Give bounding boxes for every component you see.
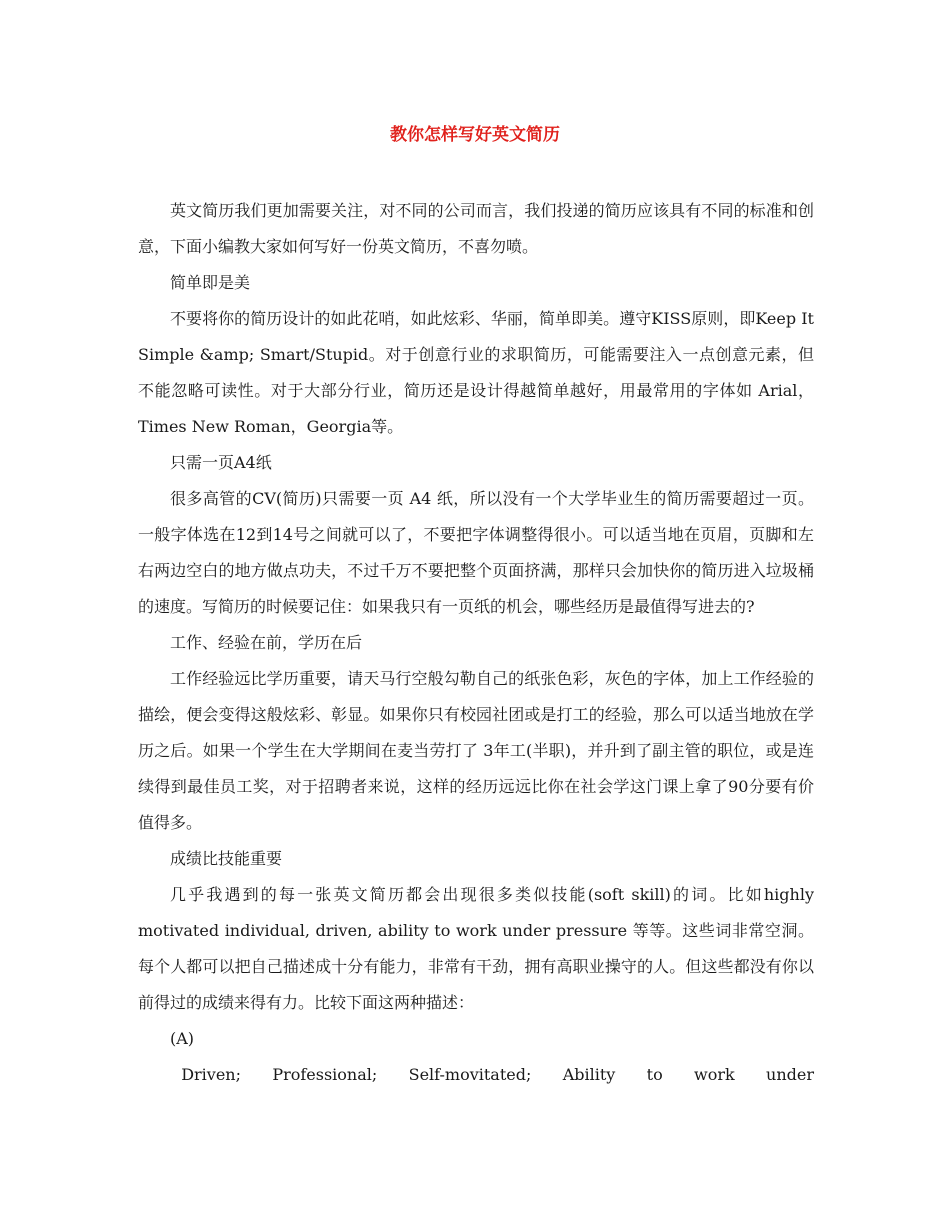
document-body [138,193,814,1093]
document-title: 教你怎样写好英文简历 [390,125,560,145]
paragraph-intro: 英文简历我们更加需要关注，对不同的公司而言，我们投递的简历应该具有不同的标准和创意，下面小编教大家如何写好一份英文简历，不喜勿喷。 [138,201,814,256]
section-heading-one-page: 只需一页A4纸 [170,453,272,472]
example-a-text: Driven; Professional; Self-movitated; Ability to work under [181,1065,814,1084]
paragraph-achievements: 几乎我遇到的每一张英文简历都会出现很多类似技能(soft skill)的词。比如highly motivated individual, driven, ability to work under pressure 等等。这些词非常空洞。每个人都可以把自己描述成十分有能力，非常有干劲，拥有高职业操守的人。但这些都没有你以前得过的成绩来得有力。比较下面这两种描述： [138,885,814,1012]
section-heading-experience-first: 工作、经验在前，学历在后 [170,633,363,652]
paragraph-experience-first: 工作经验远比学历重要，请天马行空般勾勒自己的纸张色彩，灰色的字体，加上工作经验的描绘，便会变得这般炫彩、彰显。如果你只有校园社团或是打工的经验，那么可以适当地放在学历之后。如果一个学生在大学期间在麦当劳打了 3年工(半职)，并升到了副主管的职位，或是连续得到最佳员工奖，对于招聘者来说，这样的经历远远比你在社会学这门课上拿了90分要有价值得多。 [138,669,814,832]
section-heading-simple: 简单即是美 [170,273,251,292]
paragraph-one-page: 很多高管的CV(简历)只需要一页 A4 纸，所以没有一个大学毕业生的简历需要超过一页。一般字体选在12到14号之间就可以了，不要把字体调整得很小。可以适当地在页眉，页脚和左右两边空白的地方做点功夫，不过千万不要把整个页面挤满，那样只会加快你的简历进入垃圾桶的速度。写简历的时候要记住：如果我只有一页纸的机会，哪些经历是最值得写进去的? [138,489,814,616]
example-label-a: (A) [170,1029,195,1048]
section-heading-achievements: 成绩比技能重要 [170,849,283,868]
paragraph-simple: 不要将你的简历设计的如此花哨，如此炫彩、华丽，简单即美。遵守KISS原则，即Keep It Simple &amp; Smart/Stupid。对于创意行业的求职简历，可能需要注入一点创意元素，但不能忽略可读性。对于大部分行业，简历还是设计得越简单越好，用最常用的字体如 Arial，Times New Roman，Georgia等。 [138,309,814,436]
